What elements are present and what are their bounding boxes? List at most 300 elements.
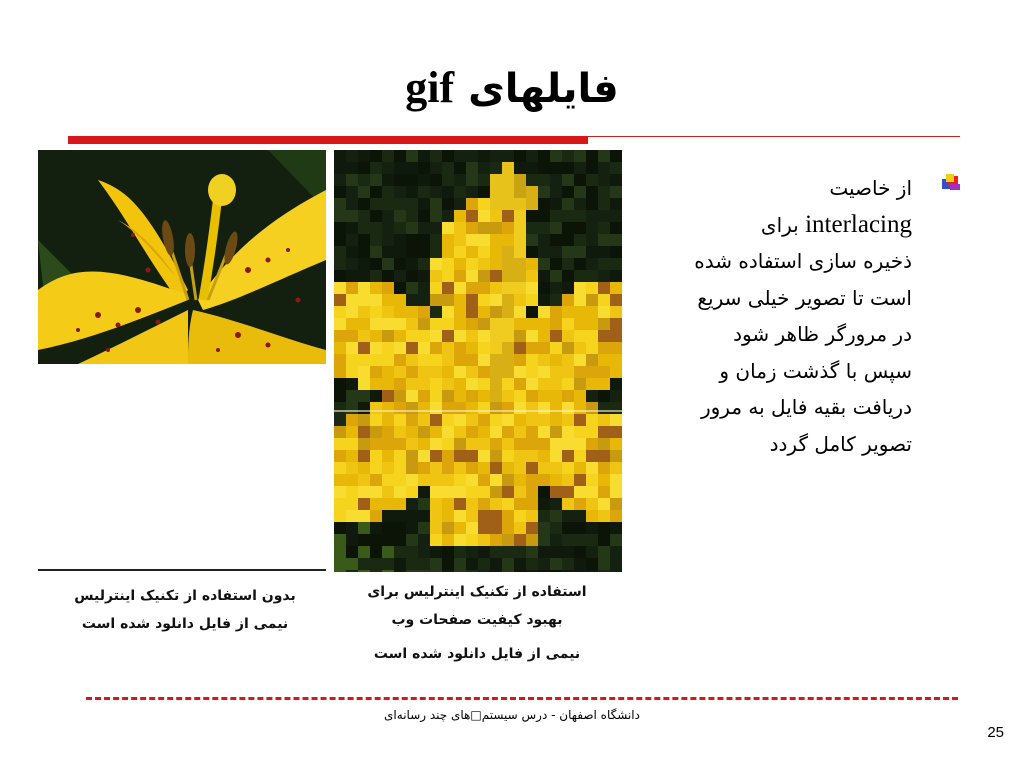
pixel-block — [550, 378, 562, 390]
pixel-block — [370, 330, 382, 342]
pixel-block — [346, 186, 358, 198]
pixel-block — [478, 282, 490, 294]
pixel-block — [598, 210, 610, 222]
pixel-block — [346, 222, 358, 234]
pixel-block — [586, 522, 598, 534]
pixel-block — [466, 450, 478, 462]
pixel-block — [346, 390, 358, 402]
pixel-block — [454, 186, 466, 198]
pixel-block — [550, 426, 562, 438]
pixel-block — [502, 570, 514, 572]
pixel-block — [598, 342, 610, 354]
pixel-block — [502, 546, 514, 558]
pixel-block — [418, 306, 430, 318]
pixel-block — [514, 234, 526, 246]
pixel-block — [490, 186, 502, 198]
pixel-block — [466, 546, 478, 558]
pixel-block — [478, 522, 490, 534]
pixel-block — [418, 414, 430, 426]
pixel-block — [430, 246, 442, 258]
pixel-block — [574, 474, 586, 486]
pixel-block — [454, 450, 466, 462]
pixel-block — [418, 462, 430, 474]
pixel-block — [382, 354, 394, 366]
pixel-block — [370, 318, 382, 330]
pixel-block — [382, 378, 394, 390]
pixel-block — [466, 414, 478, 426]
pixel-block — [502, 522, 514, 534]
pixel-block — [574, 522, 586, 534]
pixel-block — [394, 510, 406, 522]
pixel-block — [334, 426, 346, 438]
pixel-block — [442, 426, 454, 438]
pixel-block — [442, 486, 454, 498]
pixel-block — [574, 534, 586, 546]
pixel-block — [334, 186, 346, 198]
pixel-block — [406, 150, 418, 162]
pixel-block — [562, 210, 574, 222]
pixel-block — [382, 306, 394, 318]
pixel-block — [430, 198, 442, 210]
pixel-block — [418, 402, 430, 414]
pixel-block — [466, 558, 478, 570]
pixel-block — [334, 318, 346, 330]
pixel-block — [514, 186, 526, 198]
pixel-block — [598, 150, 610, 162]
pixel-block — [358, 450, 370, 462]
pixel-block — [382, 570, 394, 572]
pixel-block — [538, 390, 550, 402]
interlace-scanline — [334, 410, 622, 412]
pixel-block — [610, 162, 622, 174]
pixel-block — [526, 342, 538, 354]
pixel-block — [526, 546, 538, 558]
pixel-block — [334, 162, 346, 174]
body-line-6: سپس با گذشت زمان و — [719, 358, 912, 383]
pixel-block — [418, 354, 430, 366]
pixel-block — [586, 306, 598, 318]
pixel-block — [490, 510, 502, 522]
pixel-block — [574, 270, 586, 282]
pixel-block — [430, 426, 442, 438]
pixel-block — [550, 186, 562, 198]
pixel-block — [502, 558, 514, 570]
pixel-block — [562, 462, 574, 474]
pixel-block — [346, 354, 358, 366]
pixel-block — [490, 282, 502, 294]
pixel-block — [598, 438, 610, 450]
pixel-block — [562, 534, 574, 546]
pixel-block — [550, 234, 562, 246]
pixel-block — [442, 234, 454, 246]
pixel-block — [538, 522, 550, 534]
pixel-block — [526, 462, 538, 474]
pixel-block — [478, 342, 490, 354]
pixel-block — [526, 414, 538, 426]
pixel-block — [382, 150, 394, 162]
pixel-block — [550, 198, 562, 210]
pixel-block — [370, 522, 382, 534]
pixel-block — [358, 570, 370, 572]
pixel-block — [550, 246, 562, 258]
pixel-block — [406, 450, 418, 462]
pixel-block — [346, 570, 358, 572]
pixel-block — [598, 498, 610, 510]
pixel-block — [430, 534, 442, 546]
pixel-block — [466, 534, 478, 546]
pixel-block — [610, 390, 622, 402]
pixel-block — [490, 234, 502, 246]
pixel-block — [550, 534, 562, 546]
pixel-block — [478, 366, 490, 378]
pixel-block — [478, 498, 490, 510]
pixel-block — [358, 510, 370, 522]
pixel-block — [358, 390, 370, 402]
pixel-block — [418, 162, 430, 174]
pixel-block — [406, 330, 418, 342]
pixel-block — [346, 342, 358, 354]
pixel-block — [358, 282, 370, 294]
pixel-block — [382, 534, 394, 546]
pixel-block — [394, 486, 406, 498]
pixel-block — [454, 366, 466, 378]
pixel-block — [382, 426, 394, 438]
pixel-block — [574, 402, 586, 414]
pixel-block — [346, 150, 358, 162]
pixel-block — [370, 534, 382, 546]
pixel-block — [586, 150, 598, 162]
pixel-block — [406, 294, 418, 306]
pixel-block — [586, 258, 598, 270]
pixel-block — [442, 366, 454, 378]
pixel-block — [418, 270, 430, 282]
pixel-block — [550, 474, 562, 486]
pixel-block — [550, 282, 562, 294]
pixel-block — [478, 246, 490, 258]
pixel-block — [358, 534, 370, 546]
pixel-block — [550, 306, 562, 318]
pixel-block — [394, 402, 406, 414]
pixel-block — [562, 450, 574, 462]
pixel-block — [490, 270, 502, 282]
pixel-block — [406, 234, 418, 246]
pixel-block — [526, 258, 538, 270]
pixel-block — [418, 498, 430, 510]
pixel-block — [562, 510, 574, 522]
pixel-block — [406, 474, 418, 486]
pixel-block — [490, 330, 502, 342]
pixel-block — [358, 486, 370, 498]
pixel-block — [514, 426, 526, 438]
pixel-block — [454, 162, 466, 174]
pixel-block — [418, 258, 430, 270]
pixel-block — [430, 270, 442, 282]
pixel-block — [526, 486, 538, 498]
pixel-block — [586, 294, 598, 306]
pixel-block — [334, 522, 346, 534]
pixel-block — [394, 414, 406, 426]
pixel-block — [490, 378, 502, 390]
pixel-block — [490, 498, 502, 510]
pixel-block — [538, 414, 550, 426]
pixel-block — [598, 534, 610, 546]
pixel-block — [394, 294, 406, 306]
pixel-block — [610, 414, 622, 426]
pixel-block — [418, 342, 430, 354]
pixel-block — [526, 162, 538, 174]
caption-right-line-1: استفاده از تکنیک اینترلیس برای — [367, 584, 587, 600]
pixel-block — [526, 222, 538, 234]
pixel-block — [478, 570, 490, 572]
pixel-block — [538, 402, 550, 414]
pixel-block — [358, 318, 370, 330]
pixel-block — [334, 474, 346, 486]
pixel-block — [562, 162, 574, 174]
pixel-block — [562, 294, 574, 306]
pixel-block — [538, 318, 550, 330]
pixel-block — [370, 438, 382, 450]
pixel-block — [574, 174, 586, 186]
pixel-block — [550, 210, 562, 222]
pixel-block — [346, 246, 358, 258]
pixel-block — [502, 342, 514, 354]
pixel-block — [538, 150, 550, 162]
pixel-block — [598, 294, 610, 306]
pixel-block — [610, 222, 622, 234]
pixel-block — [418, 282, 430, 294]
pixel-block — [478, 210, 490, 222]
pixel-block — [490, 354, 502, 366]
pixel-block — [454, 198, 466, 210]
bullet-paragraph — [632, 170, 912, 462]
pixel-block — [334, 558, 346, 570]
pixel-block — [538, 570, 550, 572]
pixel-block — [334, 174, 346, 186]
pixel-block — [610, 486, 622, 498]
pixel-block — [466, 378, 478, 390]
pixel-block — [346, 450, 358, 462]
pixel-block — [346, 402, 358, 414]
pixel-block — [598, 402, 610, 414]
pixel-block — [382, 510, 394, 522]
pixel-block — [418, 378, 430, 390]
pixel-block — [538, 210, 550, 222]
pixel-block — [574, 498, 586, 510]
pixel-block — [334, 402, 346, 414]
pixel-block — [514, 330, 526, 342]
pixel-block — [394, 378, 406, 390]
pixel-block — [562, 402, 574, 414]
pixel-block — [562, 186, 574, 198]
pixel-block — [334, 234, 346, 246]
pixel-block — [490, 522, 502, 534]
pixel-block — [430, 462, 442, 474]
pixel-block — [442, 378, 454, 390]
pixel-block — [466, 522, 478, 534]
pixel-block — [526, 318, 538, 330]
pixel-block — [454, 342, 466, 354]
pixel-block — [406, 522, 418, 534]
pixel-block — [586, 282, 598, 294]
pixel-block — [346, 462, 358, 474]
pixel-block — [598, 546, 610, 558]
pixel-block — [562, 282, 574, 294]
pixel-block — [454, 234, 466, 246]
pixel-block — [562, 318, 574, 330]
pixel-block — [334, 246, 346, 258]
pixel-block — [334, 498, 346, 510]
body-line-7: دریافت بقیه فایل به مرور — [700, 395, 912, 419]
pixel-block — [394, 186, 406, 198]
pixel-block — [358, 546, 370, 558]
pixel-block — [394, 162, 406, 174]
pixel-block — [358, 234, 370, 246]
pixel-block — [574, 318, 586, 330]
pixel-block — [610, 282, 622, 294]
pixel-block — [454, 174, 466, 186]
pixel-block — [526, 294, 538, 306]
pixel-block — [574, 210, 586, 222]
pixel-block — [382, 270, 394, 282]
pixel-block — [610, 570, 622, 572]
pixel-block — [406, 546, 418, 558]
pixel-block — [382, 162, 394, 174]
pixel-block — [574, 282, 586, 294]
pixel-block — [346, 282, 358, 294]
pixel-block — [610, 462, 622, 474]
pixel-block — [370, 198, 382, 210]
pixel-block — [478, 318, 490, 330]
pixel-block — [526, 186, 538, 198]
pixel-block — [394, 306, 406, 318]
pixel-block — [538, 510, 550, 522]
pixel-block — [382, 186, 394, 198]
pixel-block — [358, 174, 370, 186]
pixel-block — [598, 162, 610, 174]
pixel-block — [490, 570, 502, 572]
pixel-block — [466, 294, 478, 306]
pixel-block — [538, 246, 550, 258]
pixel-block — [406, 366, 418, 378]
pixel-block — [562, 378, 574, 390]
pixel-block — [574, 342, 586, 354]
pixel-block — [550, 270, 562, 282]
pixel-block — [406, 426, 418, 438]
pixel-block — [550, 510, 562, 522]
body-line-2 — [632, 207, 912, 244]
pixel-block — [406, 414, 418, 426]
pixel-block — [406, 534, 418, 546]
pixel-block — [466, 162, 478, 174]
pixel-block — [358, 270, 370, 282]
pixel-block — [346, 318, 358, 330]
pixel-block — [574, 222, 586, 234]
pixel-block — [334, 462, 346, 474]
pixel-block — [358, 246, 370, 258]
pixel-block — [358, 558, 370, 570]
pixel-block — [586, 378, 598, 390]
pixel-block — [502, 414, 514, 426]
pixel-block — [442, 294, 454, 306]
pixel-block — [514, 474, 526, 486]
pixel-block — [430, 390, 442, 402]
pixel-block — [430, 294, 442, 306]
pixel-block — [586, 426, 598, 438]
pixel-block — [394, 546, 406, 558]
pixel-block — [430, 402, 442, 414]
pixel-block — [466, 390, 478, 402]
pixel-block — [382, 198, 394, 210]
pixel-block — [466, 306, 478, 318]
pixel-block — [610, 438, 622, 450]
pixel-block — [538, 450, 550, 462]
pixel-block — [334, 222, 346, 234]
pixel-block — [502, 486, 514, 498]
pixel-block — [454, 498, 466, 510]
pixel-block — [514, 414, 526, 426]
pixel-block — [346, 294, 358, 306]
pixel-block — [598, 306, 610, 318]
pixel-block — [550, 486, 562, 498]
pixel-block — [394, 246, 406, 258]
pixel-block — [574, 186, 586, 198]
pixel-block — [358, 294, 370, 306]
pixel-block — [610, 558, 622, 570]
pixel-block — [526, 366, 538, 378]
pixel-block — [586, 570, 598, 572]
pixel-block — [538, 498, 550, 510]
pixel-block — [526, 570, 538, 572]
pixel-block — [430, 510, 442, 522]
pixel-block — [490, 150, 502, 162]
pixel-block — [586, 498, 598, 510]
pixel-block — [610, 450, 622, 462]
pixel-block — [430, 234, 442, 246]
pixel-block — [382, 438, 394, 450]
pixel-block — [514, 174, 526, 186]
pixel-block — [466, 462, 478, 474]
pixel-block — [526, 390, 538, 402]
pixel-block — [574, 546, 586, 558]
pixel-block — [430, 306, 442, 318]
caption-left — [60, 582, 310, 638]
pixel-block — [418, 390, 430, 402]
pixel-block — [562, 234, 574, 246]
pixel-block — [478, 330, 490, 342]
pixel-block — [478, 150, 490, 162]
pixel-block — [346, 306, 358, 318]
pixel-block — [478, 294, 490, 306]
pixel-block — [370, 570, 382, 572]
pixel-block — [550, 522, 562, 534]
pixel-block — [586, 222, 598, 234]
pixel-block — [430, 558, 442, 570]
pixel-block — [514, 378, 526, 390]
pixel-block — [418, 186, 430, 198]
pixel-block — [382, 342, 394, 354]
pixel-block — [550, 330, 562, 342]
pixel-block — [346, 258, 358, 270]
pixel-block — [610, 270, 622, 282]
pixel-block — [358, 150, 370, 162]
lily-photo-sharp — [38, 150, 326, 364]
pixel-block — [562, 486, 574, 498]
pixel-block — [370, 294, 382, 306]
pixel-block — [358, 498, 370, 510]
pixel-block — [406, 354, 418, 366]
pixel-block — [346, 198, 358, 210]
caption-left-line-2: نیمی از فایل دانلود شده است — [81, 616, 289, 632]
